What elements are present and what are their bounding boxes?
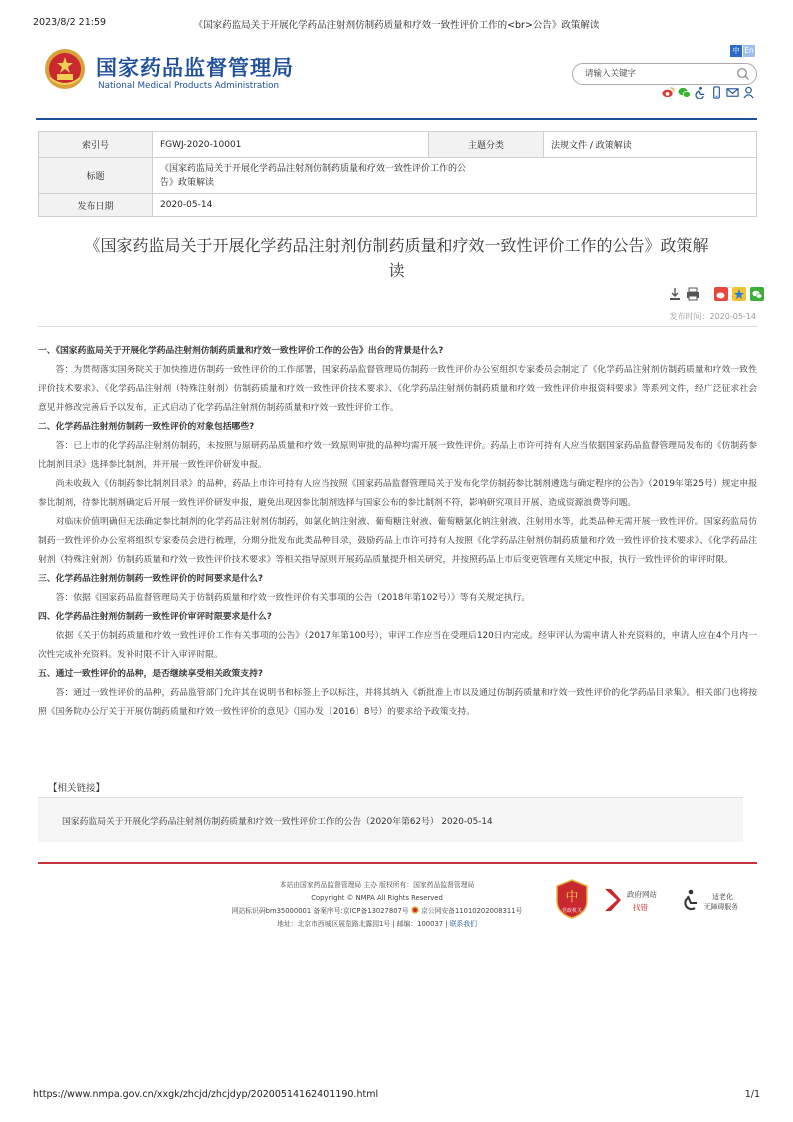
footer-registration xyxy=(197,905,557,918)
category-label: 主题分类 xyxy=(429,132,544,157)
footer-address: 地址：北京市西城区展览路北露园1号 | 邮编：100037 | xyxy=(277,920,448,928)
title-label: 标题 xyxy=(39,158,153,193)
answer-paragraph: 答：为贯彻落实国务院关于加快推进仿制药一致性评价的工作部署，国家药品监督管理局仿制药一致性评价办公室组织专家委员会制定了《化学药品注射剂仿制药质量和疗效一致性评价技术要求》、《化学药品注射剂（特殊注射剂）仿制药质量和疗效一致性评价技术要求》、《化学药品注射剂仿制药质量和疗效一致性评价申报资料要求》等系列文件，经广泛征求社会意见并修改完善后予以发布，正式启动了化学药品注射剂仿制药质量和疗效一致性评价工作。 xyxy=(38,365,757,413)
date-label: 发布日期 xyxy=(39,194,153,216)
print-footer xyxy=(33,1089,760,1103)
answer-paragraph: 尚未收载入《仿制药参比制剂目录》的品种，药品上市许可持有人应当按照《国家药品监督管理局关于发布化学仿制药参比制剂遴选与确定程序的公告》（2019年第25号）规定申报参比制剂，待参比制剂确定后开展一致性评价研发申报，避免出现因参比制剂选择与国家公布的参比制剂不符，影响研究项目开展、造成资源浪费等问题。 xyxy=(38,479,757,508)
footer-copyright: Copyright © NMPA All Rights Reserved xyxy=(311,894,443,902)
title-divider xyxy=(38,326,757,327)
print-url: https://www.nmpa.gov.cn/xxgk/zhcjd/zhcjdyp/20200514162401190.html xyxy=(33,1089,379,1100)
answer-paragraph: 依据《关于仿制药质量和疗效一致性评价工作有关事项的公告》（2017年第100号），审评工作应当在受理后120日内完成。经审评认为需申请人补充资料的，申请人应在4个月内一次性完成补充资料。发补时限不计入审评时限。 xyxy=(38,631,757,660)
wechat-icon[interactable] xyxy=(678,86,691,99)
gov-site-error-report-badge[interactable] xyxy=(603,885,669,915)
site-name-en: National Medical Products Administration xyxy=(98,81,280,91)
svg-text:中: 中 xyxy=(565,890,579,905)
date-value: 2020-05-14 xyxy=(160,200,213,210)
meta-row xyxy=(39,132,756,158)
footer-sponsor: 本站由国家药品监督管理局 主办 版权所有：国家药品监督管理局 xyxy=(279,881,475,889)
party-badge-label: 党政机关 xyxy=(561,908,583,914)
lang-en-button[interactable]: En xyxy=(744,46,754,55)
print-datetime: 2023/8/2 21:59 xyxy=(33,17,107,28)
a11y-badge-label: 适老化 xyxy=(712,893,733,901)
document-meta-table xyxy=(38,131,757,217)
share-weibo-icon[interactable] xyxy=(714,287,728,301)
index-label: 索引号 xyxy=(39,132,153,157)
print-page-title: 《国家药监局关于开展化学药品注射剂仿制药质量和疗效一致性评价工作的<br>公告》政策解读 xyxy=(193,20,600,31)
answer-paragraph: 对临床价值明确但无法确定参比制剂的化学药品注射剂仿制药，如氯化钠注射液、葡萄糖注射液、葡萄糖氯化钠注射液、注射用水等，此类品种无需开展一致性评价。国家药监局仿制药一致性评价办公室将组织专家委员会进行梳理，分期分批发布此类品种目录，鼓励药品上市许可持有人按照《化学药品注射剂仿制药质量和疗效一致性评价技术要求》、《化学药品注射剂（特殊注射剂）仿制药质量和疗效一致性评价技术要求》等相关指导原则开展药品质量提升相关研究，并按照药品上市后变更管理有关规定申报，执行一致性评价的审评时限。 xyxy=(38,517,757,565)
a11y-badge-sublabel: 无障碍服务 xyxy=(704,903,738,911)
publish-time: 发布时间：2020-05-14 xyxy=(669,312,756,321)
accessible-service-badge[interactable] xyxy=(682,887,748,915)
question-paragraph: 一、《国家药监局关于开展化学药品注射剂仿制药质量和疗效一致性评价工作的公告》出台的背景是什么? xyxy=(38,346,444,356)
related-link[interactable]: 国家药监局关于开展化学药品注射剂仿制药质量和疗效一致性评价工作的公告（2020年第62号） 2020-05-14 xyxy=(62,817,493,827)
contact-us-link[interactable]: 联系我们 xyxy=(449,920,477,928)
party-gov-badge-icon[interactable] xyxy=(555,879,589,919)
share-wechat-icon[interactable] xyxy=(750,287,764,301)
police-badge-icon xyxy=(411,906,419,914)
related-links-heading: 【相关链接】 xyxy=(48,783,106,794)
social-links xyxy=(662,86,755,100)
search-box xyxy=(572,63,757,85)
print-page-number: 1/1 xyxy=(744,1089,760,1100)
weibo-icon[interactable] xyxy=(662,86,675,99)
footer-divider xyxy=(38,862,757,864)
article-body xyxy=(38,342,757,722)
mobile-icon[interactable] xyxy=(710,86,723,99)
question-paragraph: 二、化学药品注射剂仿制药一致性评价的对象包括哪些? xyxy=(38,422,255,432)
site-footer xyxy=(197,879,557,931)
footer-icp[interactable]: 网站标识码bm35000001 备案序号:京ICP备13027807号 xyxy=(231,907,409,915)
related-links-box xyxy=(38,797,743,842)
question-paragraph: 五、通过一致性评价的品种，是否继续享受相关政策支持? xyxy=(38,669,264,679)
answer-paragraph: 答：通过一致性评价的品种，药品监管部门允许其在说明书和标签上予以标注，并将其纳入《新批准上市以及通过仿制药质量和疗效一致性评价的化学药品目录集》。相关部门也将按照《国务院办公厅关于开展仿制药质量和疗效一致性评价的意见》（国办发〔2016〕8号）的要求给予政策支持。 xyxy=(38,688,757,717)
article-tools xyxy=(668,287,764,301)
footer-address-line xyxy=(197,918,557,931)
meta-row xyxy=(39,158,756,194)
download-icon[interactable] xyxy=(668,287,682,301)
lang-zh-button[interactable]: 中 xyxy=(730,45,742,57)
print-header xyxy=(33,17,760,31)
print-icon[interactable] xyxy=(686,287,700,301)
index-value: FGWJ-2020-10001 xyxy=(153,132,429,157)
article-title: 《国家药监局关于开展化学药品注射剂仿制药质量和疗效一致性评价工作的公告》政策解读 xyxy=(84,236,709,280)
category-value: 法规文件 / 政策解读 xyxy=(551,141,632,151)
question-paragraph: 三、化学药品注射剂仿制药一致性评价的时间要求是什么? xyxy=(38,574,264,584)
footer-police-record[interactable]: 京公网安备11010202008311号 xyxy=(421,907,523,915)
answer-paragraph: 答：已上市的化学药品注射剂仿制药，未按照与原研药品质量和疗效一致原则审批的品种均需开展一致性评价。药品上市许可持有人应当依据国家药品监督管理局发布的《仿制药参比制剂目录》选择参比制剂，并开展一致性评价研发申报。 xyxy=(38,441,757,470)
site-name-cn[interactable]: 国家药品监督管理局 xyxy=(96,56,294,80)
accessibility-icon[interactable] xyxy=(694,86,707,99)
gov-badge-sublabel: 找错 xyxy=(633,903,648,912)
national-emblem-icon[interactable] xyxy=(44,48,86,90)
answer-paragraph: 答：依据《国家药品监督管理局关于仿制药质量和疗效一致性评价有关事项的公告（2018年第102号）》等有关规定执行。 xyxy=(55,593,531,603)
search-icon[interactable] xyxy=(736,67,750,81)
header-divider xyxy=(36,118,757,120)
title-value: 《国家药监局关于开展化学药品注射剂仿制药质量和疗效一致性评价工作的公告》政策解读 xyxy=(160,163,467,188)
search-input[interactable] xyxy=(585,67,735,81)
user-icon[interactable] xyxy=(742,86,755,99)
mail-icon[interactable] xyxy=(726,86,739,99)
question-paragraph: 四、化学药品注射剂仿制药一致性评价审评时限要求是什么? xyxy=(38,612,272,622)
share-qzone-icon[interactable] xyxy=(732,287,746,301)
meta-row xyxy=(39,194,756,216)
gov-badge-label: 政府网站 xyxy=(627,890,657,899)
